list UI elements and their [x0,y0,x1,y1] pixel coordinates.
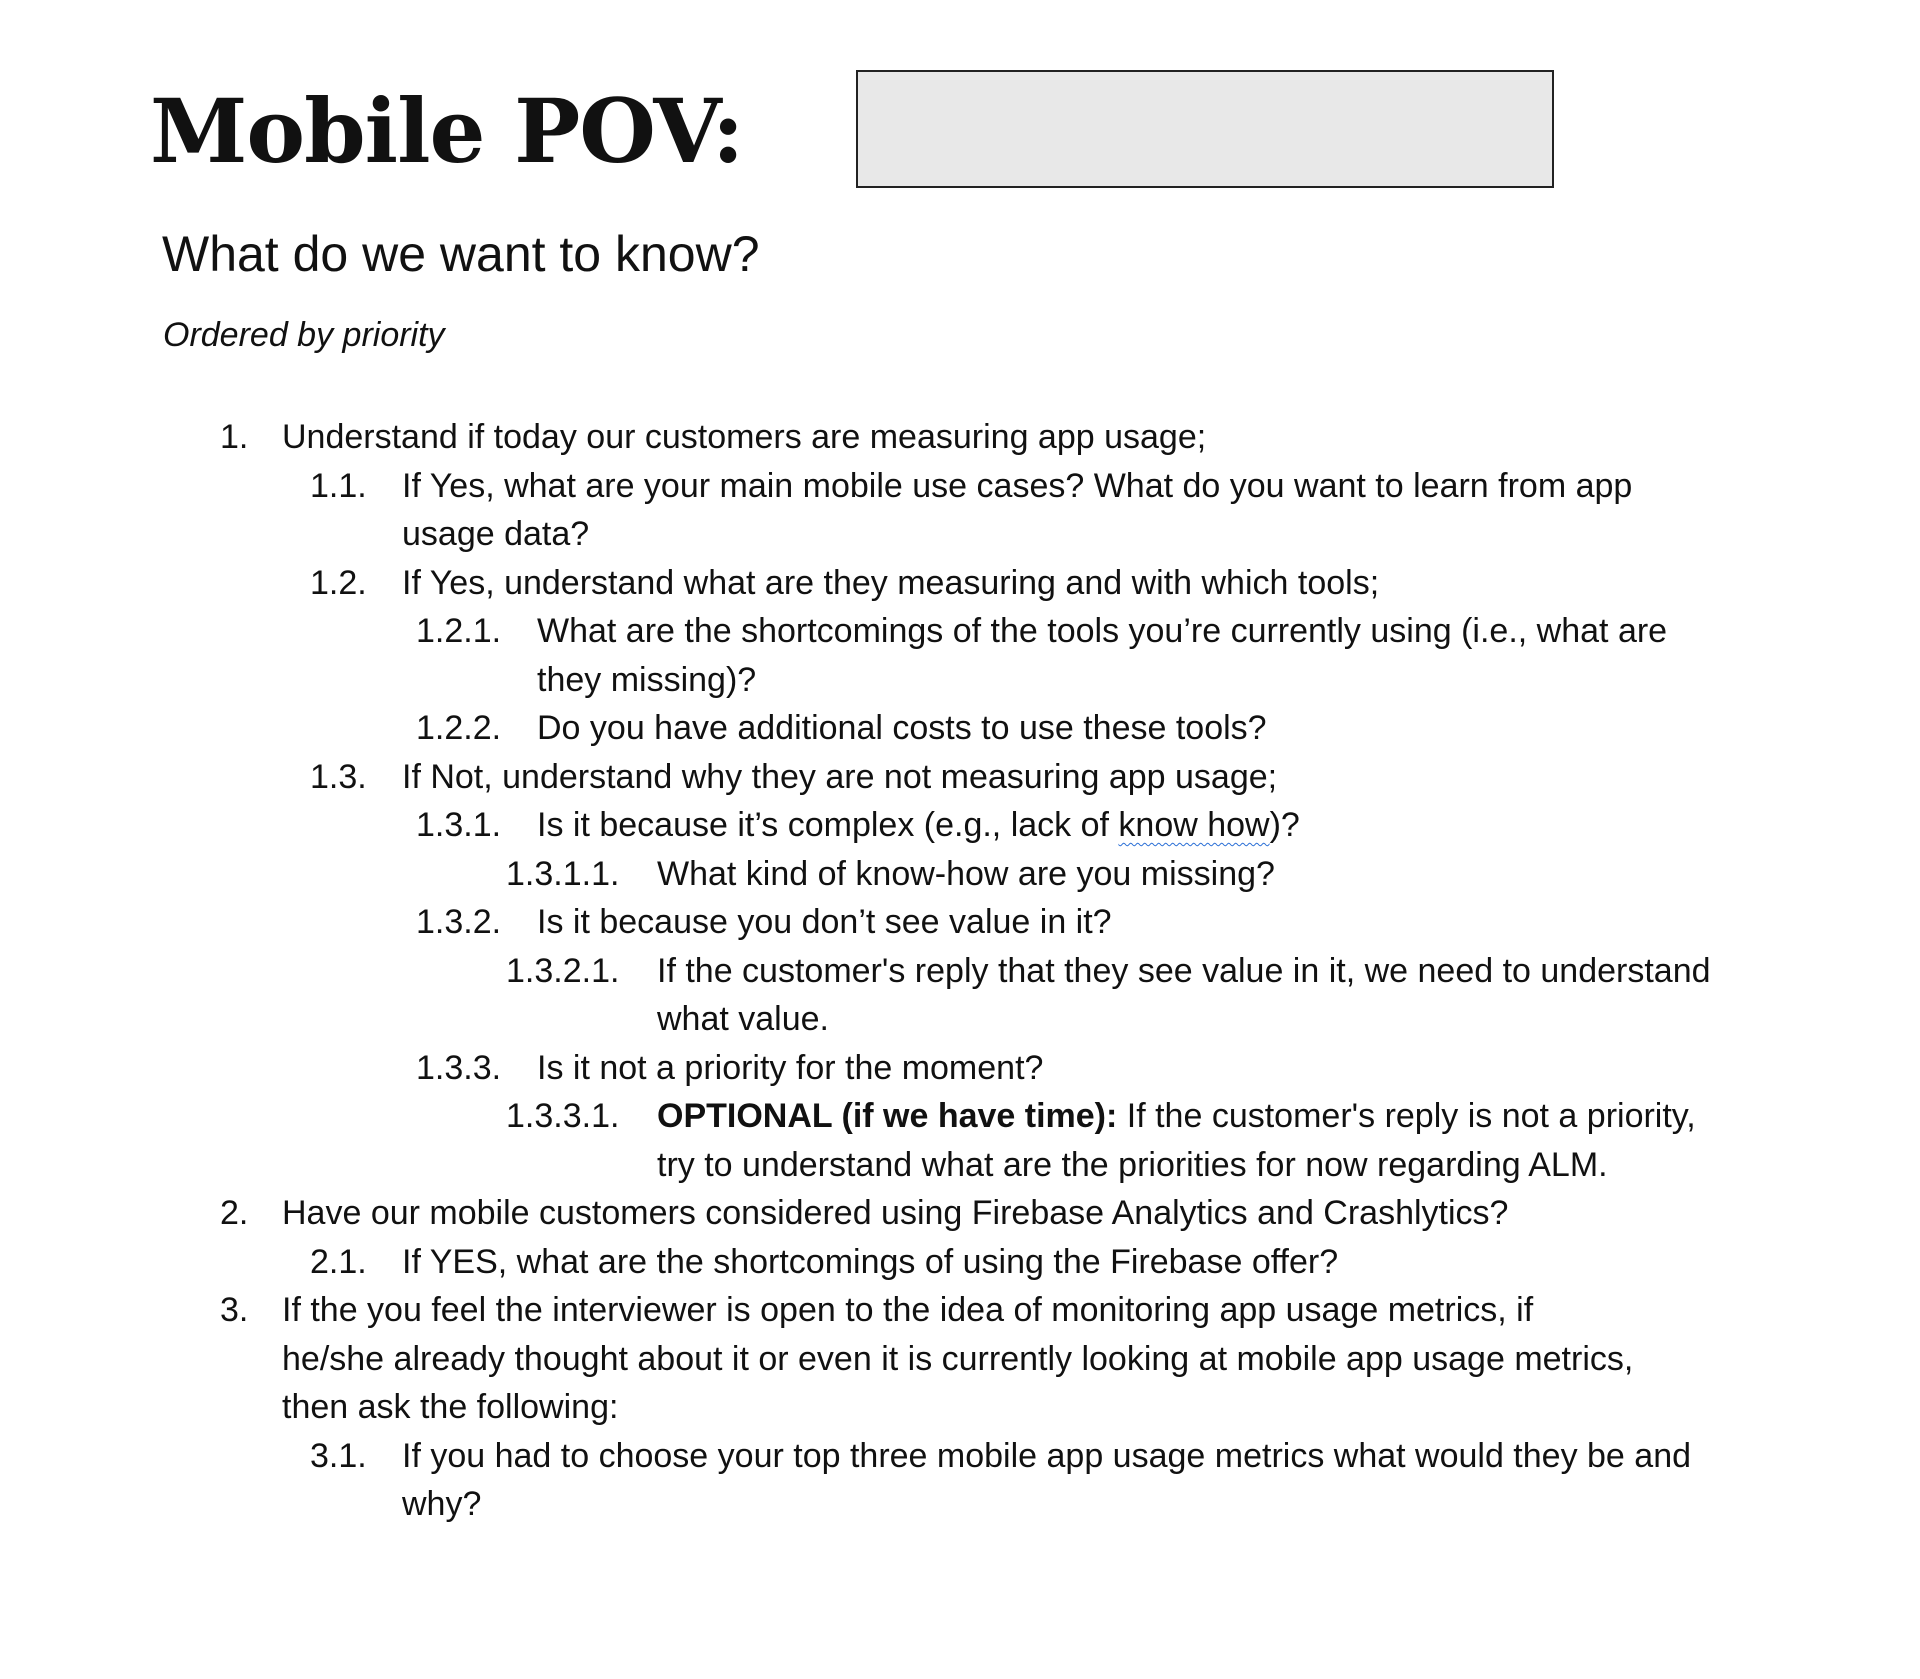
list-text: Understand if today our customers are measuring app usage; [282,418,1207,456]
list-number: 1.2.2. [416,709,502,747]
title-redacted-box [856,70,1554,188]
list-text: Is it not a priority for the moment? [537,1048,1044,1087]
list-item-3-1 [0,1432,1920,1529]
list-number: 1.3. [310,757,367,796]
list-text [657,1092,1727,1189]
text-segment: Is it because it’s complex (e.g., lack of [537,806,1119,844]
list-item-1-1 [0,462,1920,559]
list-item-2-1 [0,1238,1920,1287]
list-text: If YES, what are the shortcomings of using the Firebase offer? [402,1242,1339,1281]
text-segment: If the customer's reply is not a priority, try to understand what are the priorities for now regarding ALM. [657,1097,1696,1184]
list-text: If you had to choose your top three mobile app usage metrics what would they be and why? [402,1436,1692,1523]
section-heading: What do we want to know? [162,226,760,282]
list-text [537,801,1707,850]
title-row [150,70,743,192]
list-number: 3. [220,1291,249,1329]
priority-note: Ordered by priority [163,316,445,354]
list-item-3 [0,1286,1920,1432]
list-item-1-3-1 [0,801,1920,850]
list-number: 3.1. [310,1436,367,1475]
list-item-1-2-2 [0,704,1920,753]
list-number: 2. [220,1194,249,1232]
list-number: 1.2. [310,563,367,602]
list-text: If Not, understand why they are not measuring app usage; [402,757,1278,796]
list-text: What are the shortcomings of the tools you’re currently using (i.e., what are they missing)? [537,612,1668,699]
list-item-1-3-3-1 [0,1092,1920,1189]
question-outline [0,413,1920,1529]
list-number: 1.1. [310,466,367,505]
list-item-1-2-1 [0,607,1920,704]
list-item-1-3-2 [0,898,1920,947]
list-item-1-3-2-1 [0,947,1920,1044]
list-text: Have our mobile customers considered using Firebase Analytics and Crashlytics? [282,1194,1509,1232]
list-number: 1.3.1.1. [506,854,620,893]
list-number: 1.3.2.1. [506,951,620,990]
list-text: If Yes, what are your main mobile use cases? What do you want to learn from app usage data? [402,466,1633,553]
list-text: What kind of know-how are you missing? [657,854,1275,893]
list-text: If the you feel the interviewer is open to the idea of monitoring app usage metrics, if he/she already thought about it or even it is currently looking at mobile app usage metrics, then ask the following: [282,1291,1634,1426]
text-segment: )? [1269,806,1300,844]
list-item-1 [0,413,1920,462]
list-item-1-3-1-1 [0,850,1920,899]
list-item-1-3-3 [0,1044,1920,1093]
list-number: 1.3.2. [416,903,502,941]
list-item-1-2 [0,559,1920,608]
spellcheck-flagged-text[interactable]: know how [1118,806,1270,844]
list-text: Do you have additional costs to use these tools? [537,709,1267,747]
list-text: Is it because you don’t see value in it? [537,903,1112,941]
list-number: 1.2.1. [416,612,502,650]
list-item-2 [0,1189,1920,1238]
page-title: Mobile POV: [150,79,744,183]
list-number: 1.3.1. [416,806,502,844]
list-text: If Yes, understand what are they measuring and with which tools; [402,563,1380,602]
list-number: 2.1. [310,1242,367,1281]
list-text: If the customer's reply that they see value in it, we need to understand what value. [657,951,1711,1038]
list-number: 1.3.3.1. [506,1097,620,1135]
list-item-1-3 [0,753,1920,802]
list-number: 1. [220,418,249,456]
optional-label: OPTIONAL (if we have time): [657,1097,1118,1135]
list-number: 1.3.3. [416,1048,502,1087]
